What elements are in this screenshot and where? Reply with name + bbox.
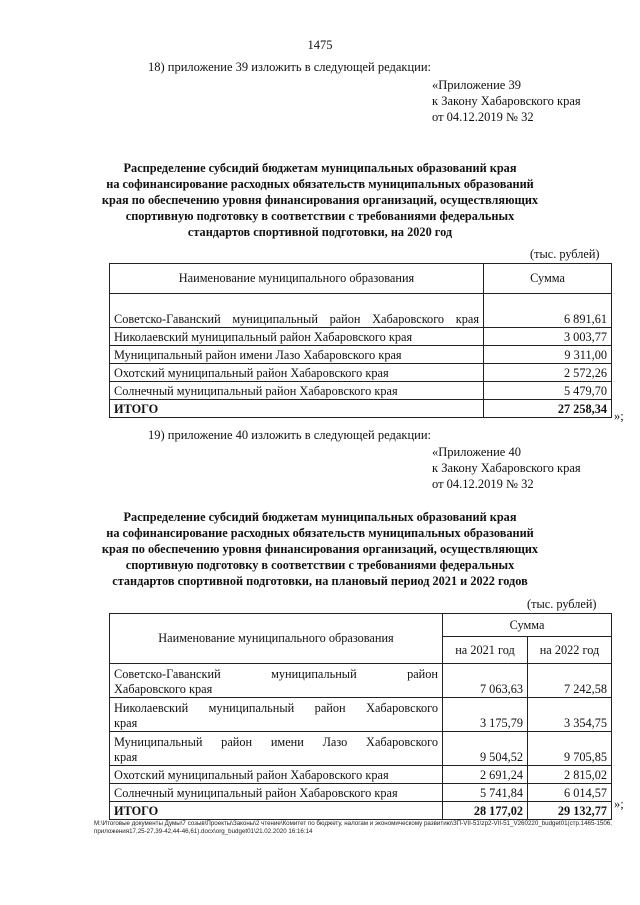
table-2021-2022 — [109, 613, 612, 820]
table-row: Советско-Гаванский муниципальный район Хабаровского края 7 063,63 7 242,58 — [110, 664, 612, 698]
table-row: Николаевский муниципальный район Хабаровского края 3 175,79 3 354,75 — [110, 698, 612, 732]
table-2021-2022-closing-quote: »; — [614, 797, 624, 811]
table-row: Николаевский муниципальный район Хабаровского края 3 003,77 — [110, 328, 612, 346]
table-2020-closing-quote: »; — [614, 409, 624, 423]
table-total-row: ИТОГО 28 177,02 29 132,77 — [110, 802, 612, 820]
col-header-sum: Сумма — [443, 614, 612, 637]
item18-appendix-line3: от 04.12.2019 № 32 — [432, 110, 534, 124]
item18-units: (тыс. рублей) — [530, 247, 600, 261]
item18-intro: 18) приложение 39 изложить в следующей редакции: — [148, 60, 431, 74]
col-header-2021: на 2021 год — [443, 637, 528, 664]
col-header-name: Наименование муниципального образования — [110, 614, 443, 664]
item19-title: Распределение субсидий бюджетам муниципальных образований края на софинансирование расходных обязательств муниципальных образований края по обеспечению уровня финансирования организаций, осуществляющих спортивную подготовку в соответствии с требованиями федеральных стандартов спортивной подготовки, на плановый период 2021 и 2022 годов — [101, 510, 539, 588]
item19-units: (тыс. рублей) — [527, 597, 597, 611]
table-row: Муниципальный район имени Лазо Хабаровского края 9 504,52 9 705,85 — [110, 732, 612, 766]
table-row: Советско-Гаванский муниципальный район Хабаровского края 6 891,61 — [110, 294, 612, 328]
item18-title: Распределение субсидий бюджетам муниципальных образований края на софинансирование расходных обязательств муниципальных образований края по обеспечению уровня финансирования организаций, осуществляющих спортивную подготовку в соответствии с требованиями федеральных стандартов спортивной подготовки, на 2020 год — [101, 161, 539, 239]
document-footer-path: M:\Итоговые документы Думы\7 созыв\Проекты\Законы\2 чтение\Комитет по бюджету, налогам и экономическому развитию\ЗП-VII-51\zp2-VII-51_V260220_budget01(стр.1465-1506, приложения17,25-27,39-42,44-46,61).docx\org_budget01\21.02.2020 16:16:14 — [94, 820, 612, 835]
page-number: 1475 — [307, 38, 333, 52]
item18-appendix-line1: «Приложение 39 — [432, 78, 521, 92]
table-row: Охотский муниципальный район Хабаровского края 2 691,24 2 815,02 — [110, 766, 612, 784]
col-header-sum: Сумма — [484, 264, 612, 294]
table-row: Солнечный муниципальный район Хабаровского края 5 479,70 — [110, 382, 612, 400]
table-row: Муниципальный район имени Лазо Хабаровского края 9 311,00 — [110, 346, 612, 364]
table-2020 — [109, 263, 612, 418]
table-total-row: ИТОГО 27 258,34 — [110, 400, 612, 418]
col-header-name: Наименование муниципального образования — [110, 264, 484, 294]
col-header-2022: на 2022 год — [528, 637, 612, 664]
item19-appendix-line3: от 04.12.2019 № 32 — [432, 477, 534, 491]
table-row: Солнечный муниципальный район Хабаровского края 5 741,84 6 014,57 — [110, 784, 612, 802]
item18-appendix-line2: к Закону Хабаровского края — [432, 94, 581, 108]
table-row: Охотский муниципальный район Хабаровского края 2 572,26 — [110, 364, 612, 382]
item19-appendix-line1: «Приложение 40 — [432, 445, 521, 459]
item19-intro: 19) приложение 40 изложить в следующей редакции: — [148, 428, 431, 442]
item19-appendix-line2: к Закону Хабаровского края — [432, 461, 581, 475]
